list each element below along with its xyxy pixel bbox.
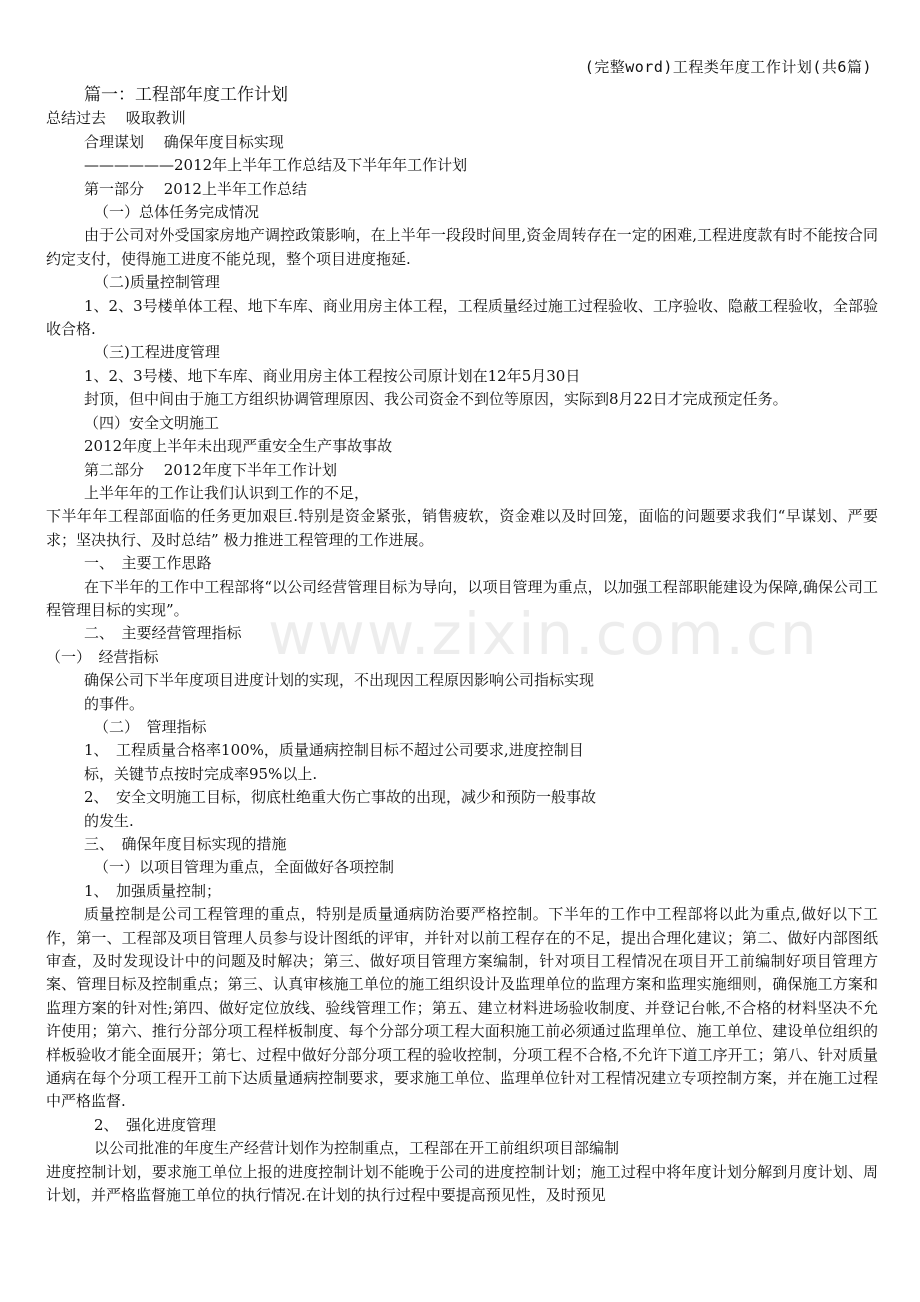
text-line: 第一部分 2012上半年工作总结	[84, 179, 307, 198]
text-line: 标，关键节点按时完成率95%以上.	[84, 764, 318, 783]
text-line: 以公司批准的年度生产经营计划作为控制重点，工程部在开工前组织项目部编制	[94, 1139, 620, 1158]
document-header: (完整word)工程类年度工作计划(共6篇)	[584, 58, 872, 76]
text-line: 下半年年工程部面临的任务更加艰巨.特别是资金紧张，销售疲软，资金难以及时回笼，面临的问题要求我们“早谋划、严要求；坚决执行、及时总结” 极力推进工程管理的工作进展。	[46, 507, 878, 549]
text-line: 的事件。	[84, 694, 145, 713]
text-line: （一）以项目管理为重点，全面做好各项控制	[94, 858, 395, 877]
text-line: 一、 主要工作思路	[84, 554, 212, 573]
text-line: 2、 安全文明施工目标，彻底杜绝重大伤亡事故的出现，减少和预防一般事故	[84, 788, 597, 807]
text-line: 1、 工程质量合格率100%，质量通病控制目标不超过公司要求,进度控制目	[84, 741, 584, 760]
text-line: 2012年度上半年未出现严重安全生产事故事故	[84, 437, 393, 456]
text-line: （一） 经营指标	[46, 647, 159, 666]
section-title: 篇一：工程部年度工作计划	[84, 85, 288, 105]
text-line: 由于公司对外受国家房地产调控政策影响，在上半年一段段时间里,资金周转存在一定的困难,工程进度款有时不能按合同约定支付，使得施工进度不能兑现，整个项目进度拖延.	[46, 226, 878, 268]
text-line: 进度控制计划，要求施工单位上报的进度控制计划不能晚于公司的进度控制计划；施工过程中将年度计划分解到月度计划、周计划，并严格监督施工单位的执行情况.在计划的执行过程中要提高预见性，及时预见	[46, 1162, 878, 1205]
watermark: www.zixin.com.cn	[268, 600, 819, 668]
text-line: 上半年年的工作让我们认识到工作的不足，	[84, 483, 370, 502]
text-line: 确保公司下半年度项目进度计划的实现，不出现因工程原因影响公司指标实现	[84, 671, 595, 690]
text-line: 质量控制是公司工程管理的重点，特别是质量通病防治要严格控制。下半年的工作中工程部将以此为重点,做好以下工作，第一、工程部及项目管理人员参与设计图纸的评审，并针对以前工程存在的不足，提出合理化建议；第二、做好内部图纸审查，及时发现设计中的问题及时解决；第三、做好项目管理方案编制，针对项目工程情况在项目开工前编制好项目管理方案、管理目标及控制重点；第三、认真审核施工单位的施工组织设计及监理单位的监理方案和监理实施细则，确保施工方案和监理方案的针对性;第四、做好定位放线、验线管理工作；第五、建立材料进场验收制度、并登记台帐,不合格的材料坚决不允许使用；第六、推行分部分项工程样板制度、每个分部分项工程大面积施工前必须通过监理单位、施工单位、建设单位组织的样板验收才能全面展开；第七、过程中做好分部分项工程的验收控制，分项工程不合格,不允许下道工序开工；第八、针对质量通病在每个分项工程开工前下达质量通病控制要求，要求施工单位、监理单位针对工程情况建立专项控制方案，并在施工过程中严格监督.	[46, 905, 878, 1111]
text-line: 三、 确保年度目标实现的措施	[84, 835, 287, 853]
text-line: ——————2012年上半年工作总结及下半年年工作计划	[84, 156, 468, 175]
text-line: 二、 主要经营管理指标	[84, 624, 242, 643]
text-line: 的发生.	[84, 811, 134, 830]
text-line: 封顶，但中间由于施工方组织协调管理原因、我公司资金不到位等原因，实际到8月22日才完成预定任务。	[84, 390, 788, 409]
text-line: 总结过去 吸取教训	[46, 109, 186, 128]
text-line: 1、2、3号楼、地下车库、商业用房主体工程按公司原计划在12年5月30日	[84, 366, 581, 385]
text-line: 1、2、3号楼单体工程、地下车库、商业用房主体工程，工程质量经过施工过程验收、工序验收、隐蔽工程验收，全部验收合格.	[46, 296, 878, 339]
text-line: （四）安全文明施工	[84, 413, 220, 432]
text-line: 在下半年的工作中工程部将“以公司经营管理目标为导向，以项目管理为重点，以加强工程部职能建设为保障,确保公司工程管理目标的实现”。	[46, 577, 878, 619]
text-line: 第二部分 2012年度下半年工作计划	[84, 460, 337, 479]
text-line: 1、 加强质量控制；	[84, 881, 222, 900]
text-line: （二） 管理指标	[94, 717, 207, 736]
text-line: （一）总体任务完成情况	[94, 203, 260, 222]
text-line: 合理谋划 确保年度目标实现	[84, 132, 284, 151]
text-line: 2、 强化进度管理	[94, 1115, 217, 1134]
text-line: （三)工程进度管理	[94, 343, 220, 362]
document-body	[46, 84, 878, 1208]
text-line: （二)质量控制管理	[94, 273, 220, 292]
